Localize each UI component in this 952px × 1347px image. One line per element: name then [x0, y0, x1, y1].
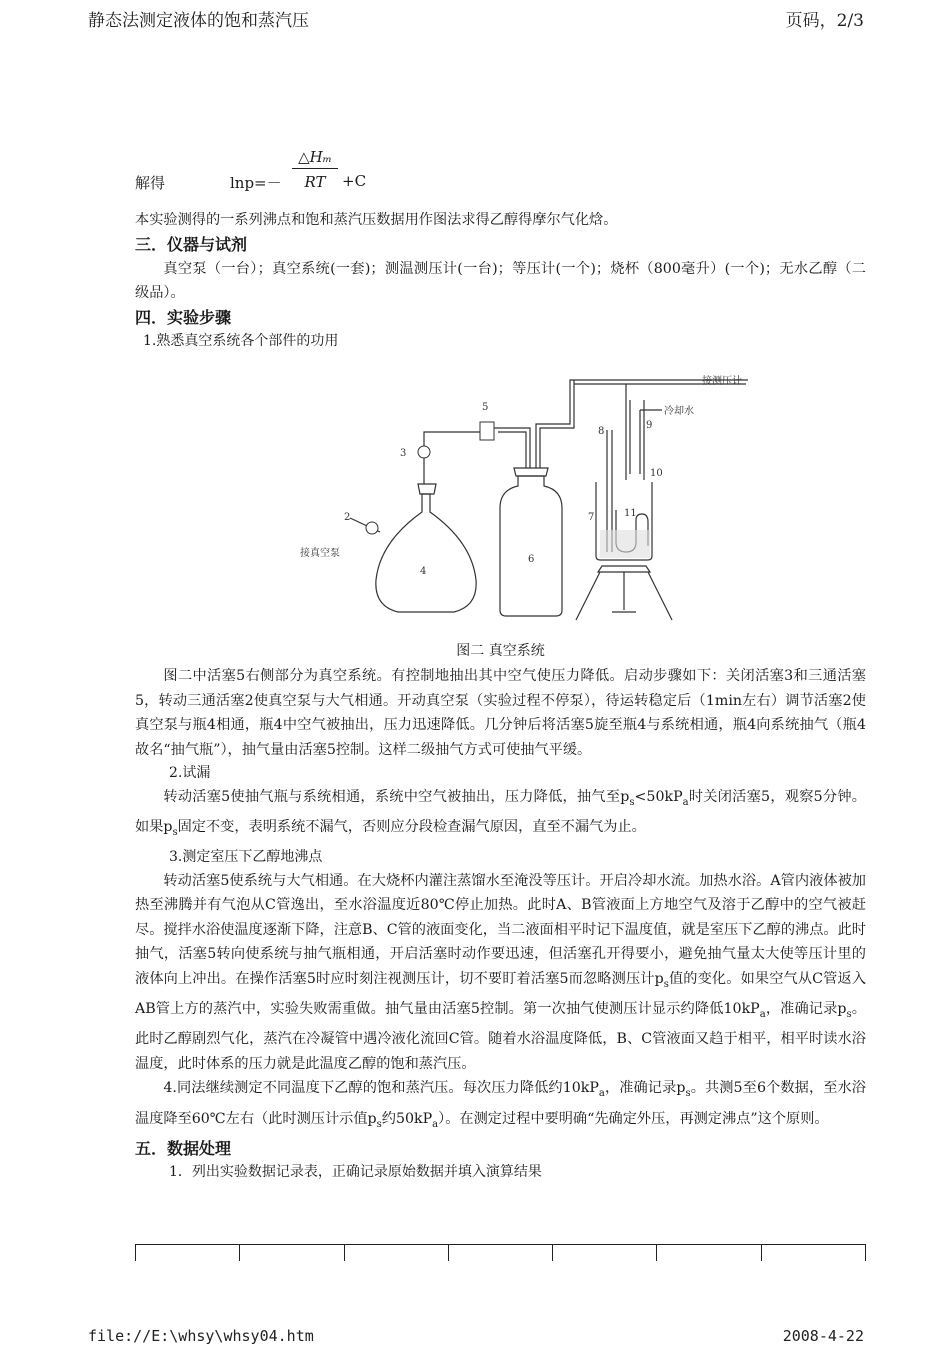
- table-cell: [344, 1245, 448, 1261]
- step-2-text: 转动活塞5使抽气瓶与系统相通，系统中空气被抽出，压力降低，抽气至$p_s<50kP_a$时关闭活塞5，观察5分钟。如果$p_s$固定不变，表明系统不漏气，否则应分段检查漏气原因，直至不漏气为止。: [135, 789, 866, 839]
- label-2: 2: [344, 512, 351, 523]
- label-10: 10: [650, 468, 663, 479]
- valve-3-icon: [418, 446, 430, 458]
- paragraph-vacuum-start: 图二中活塞5右侧部分为真空系统。有控制地抽出其中空气使压力降低。启动步骤如下：关闭活塞3和三通活塞5，转动三通活塞2使真空泵与大气相通。开动真空泵（实验过程不停泵），待运转稳定后（1min左右）调节活塞2使真空泵与瓶4相通，瓶4中空气被抽出，压力迅速降低。几分钟后将活塞5旋至瓶4与系统相通，瓶4向系统抽气（瓶4故名“抽气瓶”），抽气量由活塞5控制。这样二级抽气方式可使抽气平缓。: [135, 668, 866, 758]
- label-4: 4: [420, 566, 427, 577]
- figure-caption: 图二 真空系统: [456, 643, 545, 659]
- label-3: 3: [400, 448, 407, 459]
- table-cell: [761, 1245, 866, 1261]
- step-3-text: 转动活塞5使系统与大气相通。在大烧杯内灌注蒸馏水至淹没等压计。开启冷却水流。加热水浴。A管内液体被加热至沸腾并有气泡从C管逸出，至水浴温度近80℃停止加热。此时A、B管液面上方地空气及溶于乙醇中的空气被赶尽。搅拌水浴使温度逐渐下降，注意B、C管的液面变化，当二液面相平时记下温度值，就是室压下乙醇的沸点。此时抽气，活塞5转向使系统与抽气瓶相通，开启活塞时动作要迅速，但活塞孔开得要小，避免抽气量太大使等压计里的液体向上冲出。在操作活塞5时应时刻注视测压计，切不要盯着活塞5而忽略测压计$p_s$值的变化。如果空气从C管返入AB管上方的蒸汽中，实验失败需重做。抽气量由活塞5控制。第一次抽气使测压计显示约降低$10kP_a$，准确记录$p_s$。此时乙醇剧烈气化，蒸汽在冷凝管中遇冷液化流回C管。随着水浴温度降低，B、C管液面又趋于相平，相平时读水浴温度，此时体系的压力就是此温度乙醇的饱和蒸汽压。: [135, 872, 867, 1072]
- label-7: 7: [588, 512, 595, 523]
- valve-2-icon: [366, 522, 378, 534]
- data-record-table: [135, 1244, 866, 1261]
- label-11: 11: [624, 508, 637, 519]
- section-steps: [135, 664, 866, 1184]
- valve-5-icon: [480, 422, 494, 440]
- section-4-title: 四．实验步骤: [135, 307, 232, 327]
- table-cell: [239, 1245, 343, 1261]
- section-5-title: 五．数据处理: [135, 1138, 232, 1158]
- section-3-title: 三．仪器与试剂: [135, 234, 248, 254]
- label-cooling-water: 冷却水: [664, 406, 694, 417]
- header-title: 静态法测定液体的饱和蒸汽压: [88, 11, 309, 31]
- step-3-title: 3.测定室压下乙醇地沸点: [169, 848, 323, 865]
- label-to-pump: 接真空泵: [300, 548, 340, 559]
- bottle-6: [500, 476, 562, 616]
- flask-4-neck: [418, 484, 436, 494]
- table-cell: [135, 1245, 239, 1261]
- label-8: 8: [598, 426, 605, 437]
- label-9: 9: [646, 420, 653, 431]
- stand-lamp: [576, 566, 672, 620]
- formula-fraction: [292, 146, 338, 191]
- line-bottle-to-manometer: [536, 380, 748, 468]
- label-5: 5: [482, 402, 489, 413]
- label-to-gauge: 接测压计: [702, 376, 742, 387]
- section-top: [135, 208, 866, 353]
- label-6: 6: [528, 554, 535, 565]
- vacuum-system-figure: [300, 370, 770, 624]
- flask-4: [376, 494, 476, 612]
- line-flask-to-bottle: [424, 428, 530, 484]
- section-3-text: 真空泵（一台）；真空系统(一套)；测温测压计(一台)；等压计(一个)；烧杯（800毫升）(一个)；无水乙醇（二级品）。: [135, 260, 866, 301]
- table-cell: [552, 1245, 656, 1261]
- formula-denominator: RT: [304, 173, 326, 191]
- step-1-title: 1.熟悉真空系统各个部件的功用: [143, 332, 339, 349]
- condenser-9: [626, 384, 662, 480]
- table-cell: [656, 1245, 760, 1261]
- table-cell: [448, 1245, 552, 1261]
- section-5-step-1: 1．列出实验数据记录表，正确记录原始数据并填入演算结果: [169, 1163, 542, 1180]
- header-page-number: 页码，2/3: [785, 11, 864, 31]
- formula-lhs: lnp=－: [230, 174, 282, 192]
- formula: [135, 146, 535, 196]
- step-4-text: 4.同法继续测定不同温度下乙醇的饱和蒸汽压。每次压力降低约$10kP_a$，准确记录$p_s$。共测5至6个数据，至水浴温度降至60℃左右（此时测压计示值$p_s$约$50kP_a$）。在测定过程中要明确“先确定外压，再测定沸点”这个原则。: [135, 1080, 866, 1130]
- water-bath: [600, 530, 650, 558]
- bottle-6-stopper: [514, 468, 548, 476]
- formula-label: 解得: [135, 174, 166, 192]
- step-2-title: 2.试漏: [169, 765, 211, 781]
- intro-paragraph: 本实验测得的一系列沸点和饱和蒸汽压数据用作图法求得乙醇得摩尔气化焓。: [135, 212, 618, 228]
- formula-rhs: +C: [342, 172, 367, 190]
- footer-date: 2008-4-22: [782, 1327, 864, 1345]
- formula-numerator: △Hₘ: [298, 148, 332, 166]
- footer-file-path: file://E:\whsy\whsy04.htm: [88, 1327, 314, 1345]
